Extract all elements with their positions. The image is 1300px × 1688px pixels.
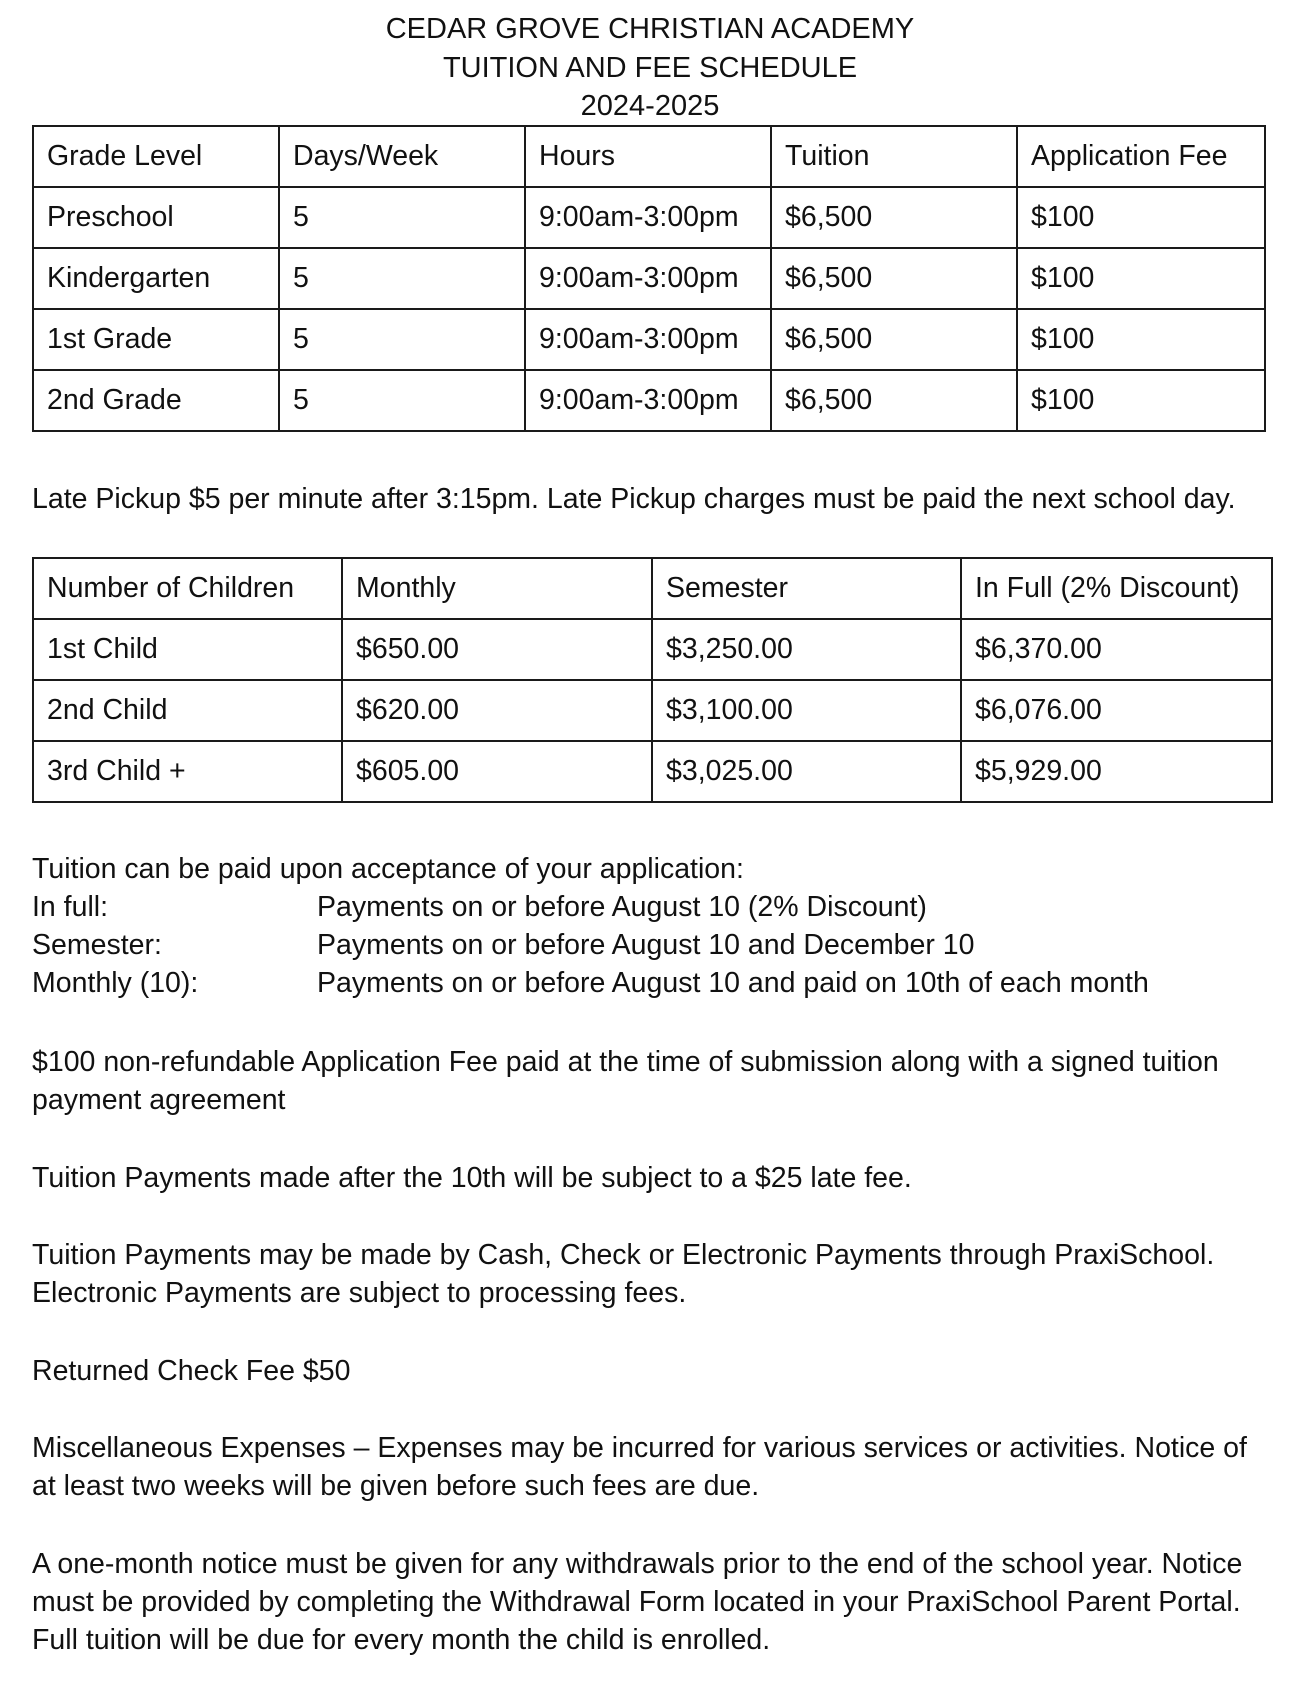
table-row xyxy=(33,187,1265,248)
table-cell: Preschool xyxy=(33,187,279,248)
table-cell: 3rd Child + xyxy=(33,741,342,802)
table-cell: 5 xyxy=(279,370,525,431)
table-cell: 2nd Grade xyxy=(33,370,279,431)
table-cell: $6,500 xyxy=(771,370,1017,431)
tuition-table xyxy=(32,125,1266,432)
table-cell: $6,500 xyxy=(771,309,1017,370)
header-cell: Days/Week xyxy=(279,126,525,187)
misc-expenses-paragraph: Miscellaneous Expenses – Expenses may be incurred for various services or activities. Notice of at least two weeks will be given before such fees are due. xyxy=(32,1432,1247,1502)
table-cell: 1st Child xyxy=(33,619,342,680)
header-cell: Number of Children xyxy=(33,558,342,619)
table-cell: $6,076.00 xyxy=(961,680,1272,741)
table-cell: $3,250.00 xyxy=(652,619,961,680)
payment-option-text: Payments on or before August 10 (2% Discount) xyxy=(317,891,927,923)
table-row xyxy=(33,680,1272,741)
payment-intro: Tuition can be paid upon acceptance of your application: xyxy=(32,853,744,885)
payment-option-row xyxy=(32,926,1149,964)
payment-options xyxy=(32,850,1149,1002)
table-cell: $3,025.00 xyxy=(652,741,961,802)
table-cell: $605.00 xyxy=(342,741,652,802)
payment-option-label: In full: xyxy=(32,891,109,923)
table-row xyxy=(33,741,1272,802)
header-cell: Semester xyxy=(652,558,961,619)
table-cell: $6,370.00 xyxy=(961,619,1272,680)
payment-option-text: Payments on or before August 10 and paid on 10th of each month xyxy=(317,967,1149,999)
school-year: 2024-2025 xyxy=(580,90,720,122)
table-cell: 9:00am-3:00pm xyxy=(525,248,771,309)
header-cell: Application Fee xyxy=(1017,126,1265,187)
returned-check-fee: Returned Check Fee $50 xyxy=(32,1355,351,1387)
table-cell: $5,929.00 xyxy=(961,741,1272,802)
table-header-row xyxy=(33,558,1272,619)
table-cell: 9:00am-3:00pm xyxy=(525,187,771,248)
table-cell: 5 xyxy=(279,187,525,248)
table-row xyxy=(33,370,1265,431)
document-header xyxy=(0,10,1300,126)
table-cell: $3,100.00 xyxy=(652,680,961,741)
header-cell: Hours xyxy=(525,126,771,187)
payment-option-label: Semester: xyxy=(32,929,162,961)
table-cell: 5 xyxy=(279,248,525,309)
table-cell: Kindergarten xyxy=(33,248,279,309)
table-cell: $620.00 xyxy=(342,680,652,741)
payment-option-row xyxy=(32,964,1149,1002)
late-pickup-notice: Late Pickup $5 per minute after 3:15pm. Late Pickup charges must be paid the next school day. xyxy=(32,483,1236,515)
table-cell: $100 xyxy=(1017,309,1265,370)
school-name: CEDAR GROVE CHRISTIAN ACADEMY xyxy=(385,13,915,45)
table-cell: $100 xyxy=(1017,370,1265,431)
table-cell: 9:00am-3:00pm xyxy=(525,370,771,431)
table-header-row xyxy=(33,126,1265,187)
table-cell: $100 xyxy=(1017,248,1265,309)
table-cell: $100 xyxy=(1017,187,1265,248)
table-cell: $6,500 xyxy=(771,248,1017,309)
table-cell: $6,500 xyxy=(771,187,1017,248)
table-cell: $650.00 xyxy=(342,619,652,680)
header-cell: Grade Level xyxy=(33,126,279,187)
payment-option-label: Monthly (10): xyxy=(32,967,199,999)
table-cell: 1st Grade xyxy=(33,309,279,370)
table-cell: 2nd Child xyxy=(33,680,342,741)
payment-option-text: Payments on or before August 10 and December 10 xyxy=(317,929,975,961)
table-row xyxy=(33,619,1272,680)
header-cell: In Full (2% Discount) xyxy=(961,558,1272,619)
payment-option-row xyxy=(32,888,1149,926)
table-cell: 9:00am-3:00pm xyxy=(525,309,771,370)
payment-methods-paragraph: Tuition Payments may be made by Cash, Check or Electronic Payments through PraxiSchool. Electronic Payments are subject to processing fees. xyxy=(32,1239,1215,1309)
table-row xyxy=(33,248,1265,309)
table-row xyxy=(33,309,1265,370)
late-fee-paragraph: Tuition Payments made after the 10th will be subject to a $25 late fee. xyxy=(32,1162,912,1194)
header-cell: Tuition xyxy=(771,126,1017,187)
header-cell: Monthly xyxy=(342,558,652,619)
application-fee-paragraph: $100 non-refundable Application Fee paid at the time of submission along with a signed tuition payment agreement xyxy=(32,1046,1219,1116)
table-cell: 5 xyxy=(279,309,525,370)
withdrawal-policy-paragraph: A one-month notice must be given for any withdrawals prior to the end of the school year. Notice must be provided by completing the Withdrawal Form located in your PraxiSchool Parent Portal. Full tuition will be due for every month the child is enrolled. xyxy=(32,1548,1243,1656)
sibling-rates-table xyxy=(32,557,1273,803)
document-title: TUITION AND FEE SCHEDULE xyxy=(442,51,858,84)
